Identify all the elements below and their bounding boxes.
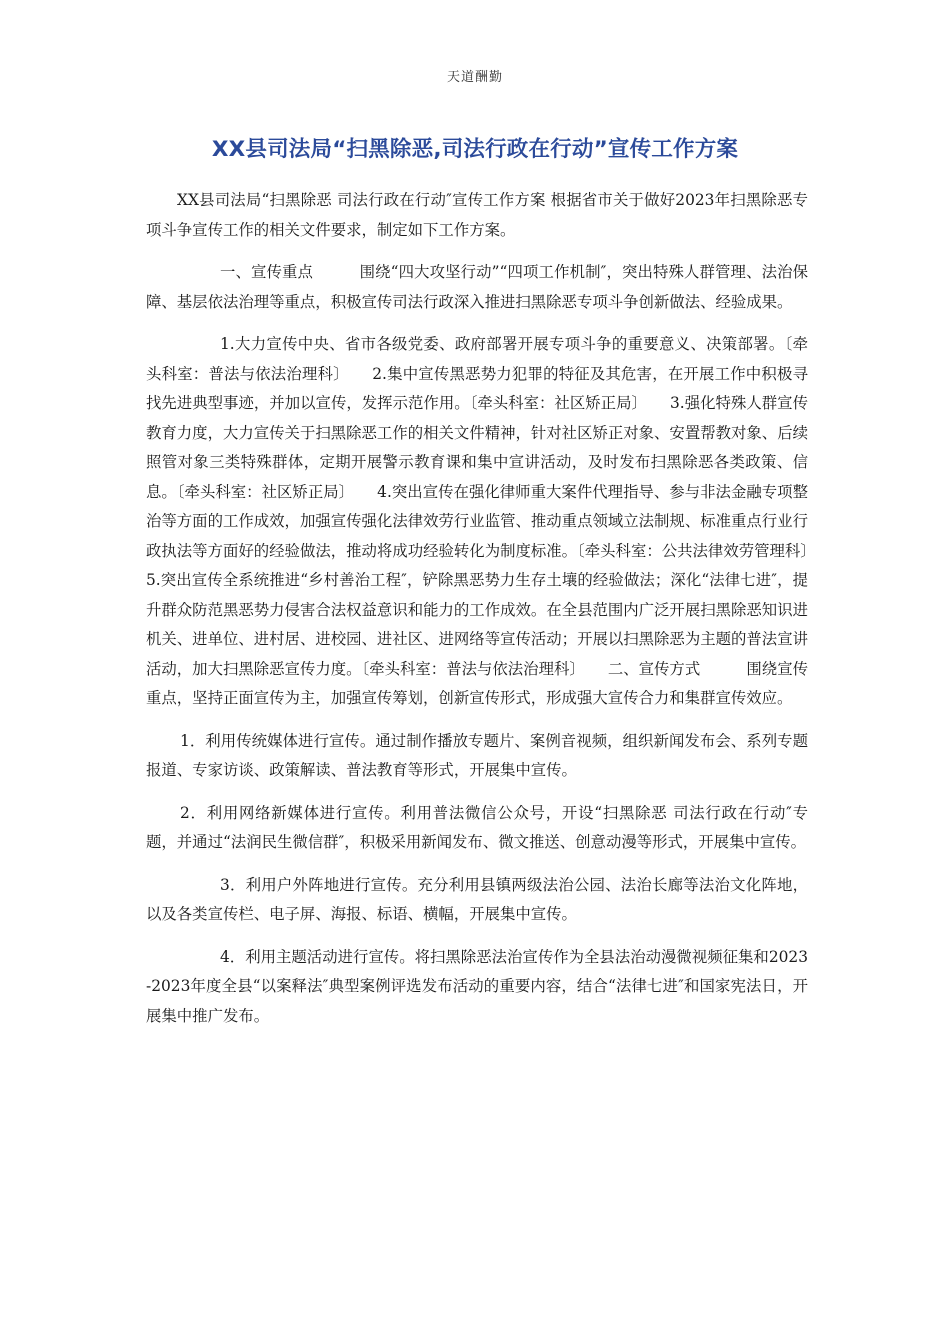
paragraph-method-3: 3．利用户外阵地进行宣传。充分利用县镇两级法治公园、法治长廊等法治文化阵地，以及各类宣传栏、电子屏、海报、标语、横幅，开展集中宣传。 [146, 875, 808, 923]
paragraph-method-1: 1．利用传统媒体进行宣传。通过制作播放专题片、案例音视频，组织新闻发布会、系列专题报道、专家访谈、政策解读、普法教育等形式，开展集中宣传。 [146, 731, 808, 779]
paragraph-method-2: 2．利用网络新媒体进行宣传。利用普法微信公众号，开设“扫黑除恶 司法行政在行动″专题，并通过“法润民生微信群″，积极采用新闻发布、微文推送、创意动漫等形式，开展集中宣传。 [146, 803, 808, 851]
paragraph-section-1: 一、宣传重点 围绕“四大攻坚行动”“四项工作机制″，突出特殊人群管理、法治保障、基层依法治理等重点，积极宣传司法行政深入推进扫黑除恶专项斗争创新做法、经验成果。 [146, 263, 808, 311]
paragraph-method-4: 4．利用主题活动进行宣传。将扫黑除恶法治宣传作为全县法治动漫微视频征集和2023-2023年度全县“以案释法″典型案例评选发布活动的重要内容，结合“法律七进″和国家宪法日，开展集中推广发布。 [146, 947, 808, 1025]
header-mark: 天道酬勤 [446, 70, 503, 85]
document-title: XX县司法局“扫黑除恶,司法行政在行动”宣传工作方案 [211, 137, 739, 162]
paragraph-intro: XX县司法局“扫黑除恶 司法行政在行动″宣传工作方案 根据省市关于做好2023年扫黑除恶专项斗争宣传工作的相关文件要求，制定如下工作方案。 [146, 191, 808, 239]
paragraph-section-1-items: 1.大力宣传中央、省市各级党委、政府部署开展专项斗争的重要意义、决策部署。〔牵头科室：普法与依法治理科〕 2.集中宣传黑恶势力犯罪的特征及其危害，在开展工作中积极寻找先进典型事迹，并加以宣传，发挥示范作用。〔牵头科室：社区矫正局〕 3.强化特殊人群宣传教育力度，大力宣传关于扫黑除恶工作的相关文件精神，针对社区矫正对象、安置帮教对象、后续照管对象三类特殊群体，定期开展警示教育课和集中宣讲活动，及时发布扫黑除恶各类政策、信息。〔牵头科室：社区矫正局〕 4.突出宣传在强化律师重大案件代理指导、参与非法金融专项整治等方面的工作成效，加强宣传强化法律效劳行业监管、推动重点领域立法制规、标准重点行业行 政执法等方面好的经验做法，推动将成功经验转化为制度标准。〔牵头科室：公共法律效劳管理科〕5.突出宣传全系统推进“乡村善治工程″，铲除黑恶势力生存土壤的经验做法；深化“法律七进″，提升群众防范黑恶势力侵害合法权益意识和能力的工作成效。在全县范围内广泛开展扫黑除恶知识进机关、进单位、进村居、进校园、进社区、进网络等宣传活动；开展以扫黑除恶为主题的普法宣讲活动，加大扫黑除恶宣传力度。〔牵头科室：普法与依法治理科〕 二、宣传方式 围绕宣传重点，坚持正面宣传为主，加强宣传筹划，创新宣传形式，形成强大宣传合力和集群宣传效应。 [146, 335, 808, 707]
document-body [146, 186, 808, 1044]
